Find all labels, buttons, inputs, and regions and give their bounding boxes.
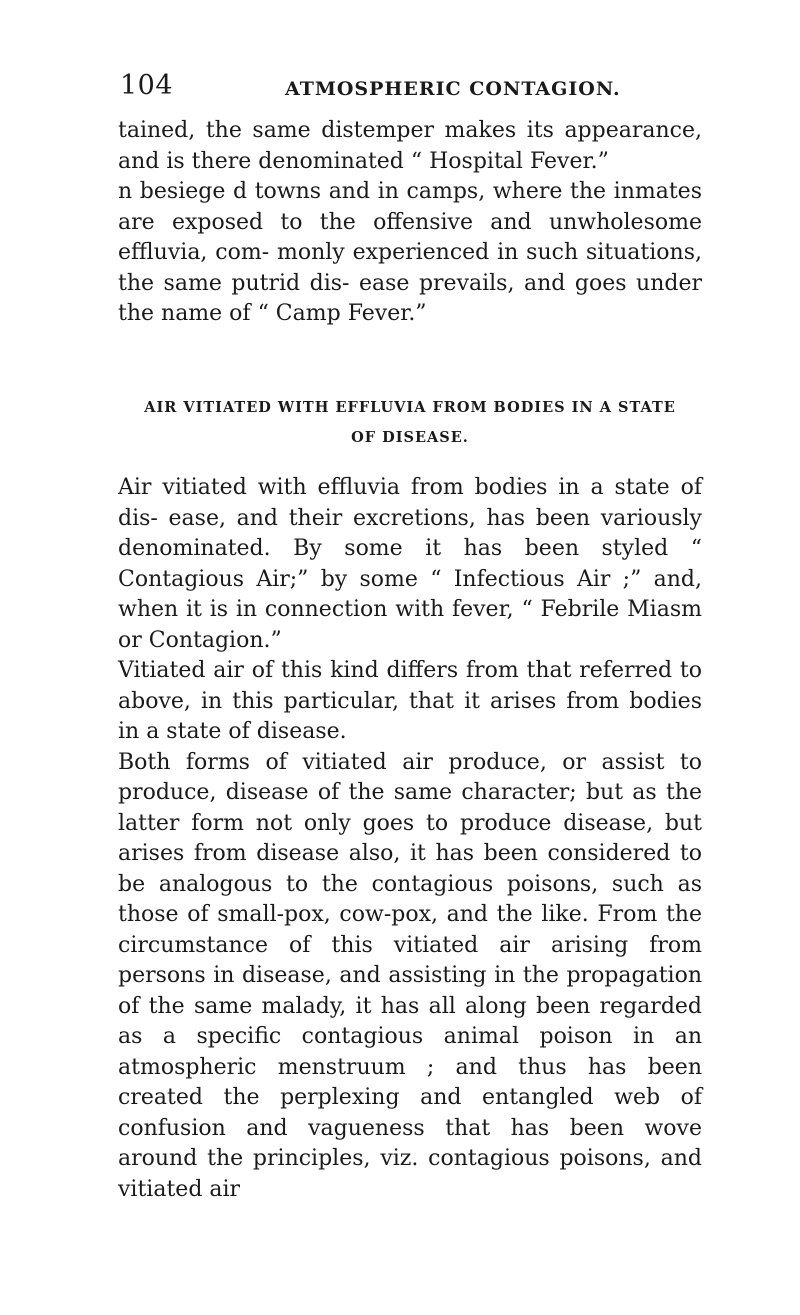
paragraph: Vitiated air of this kind differs from that referred to above, in this particular, that it arises from bodies in a state of disease. — [118, 658, 702, 744]
section-heading — [118, 393, 702, 453]
paragraph: Both forms of vitiated air produce, or assist to produce, disease of the same character; but as the latter form not only goes to produce disease, but arises from disease also, it has been considered to be analogous to the contagious poisons, such as those of small-pox, cow-pox, and the like. From the circumstance of this vitiated air arising from persons in disease, and assisting in the propagation of the same malady, it has all along been regarded as a specific contagious animal poison in an atmospheric menstruum ; and thus has been created the perplexing and entangled web of confusion and vagueness that has been wove around the principles, viz. contagious poisons, and vitiated air — [118, 749, 702, 1202]
paragraph: Air vitiated with effluvia from bodies in a state of dis- ease, and their excretions, has been variously denominated. By some it has been styled “ Contagious Air;” by some “ Infectious Air ;” and, when it is in connection with fever, “ Febrile Miasm or Contagion.” — [118, 475, 702, 653]
section-heading-line: OF DISEASE. — [351, 429, 469, 446]
paragraph: tained, the same distemper makes its appearance, and is there denominated “ Hospital Fever.” — [118, 118, 702, 174]
page-header — [120, 70, 690, 110]
main-text-block — [118, 473, 702, 1205]
paragraph: n besiege d towns and in camps, where the inmates are exposed to the offensive and unwholesome effluvia, com- monly experienced in such situations, the same putrid dis- ease prevails, and goes under the name of “ Camp Fever.” — [118, 179, 702, 326]
section-heading-line: AIR VITIATED WITH EFFLUVIA FROM BODIES IN A STATE — [144, 399, 676, 416]
page-number: 104 — [120, 70, 174, 101]
running-head: ATMOSPHERIC CONTAGION. — [285, 78, 621, 100]
opening-text-block — [118, 116, 702, 330]
